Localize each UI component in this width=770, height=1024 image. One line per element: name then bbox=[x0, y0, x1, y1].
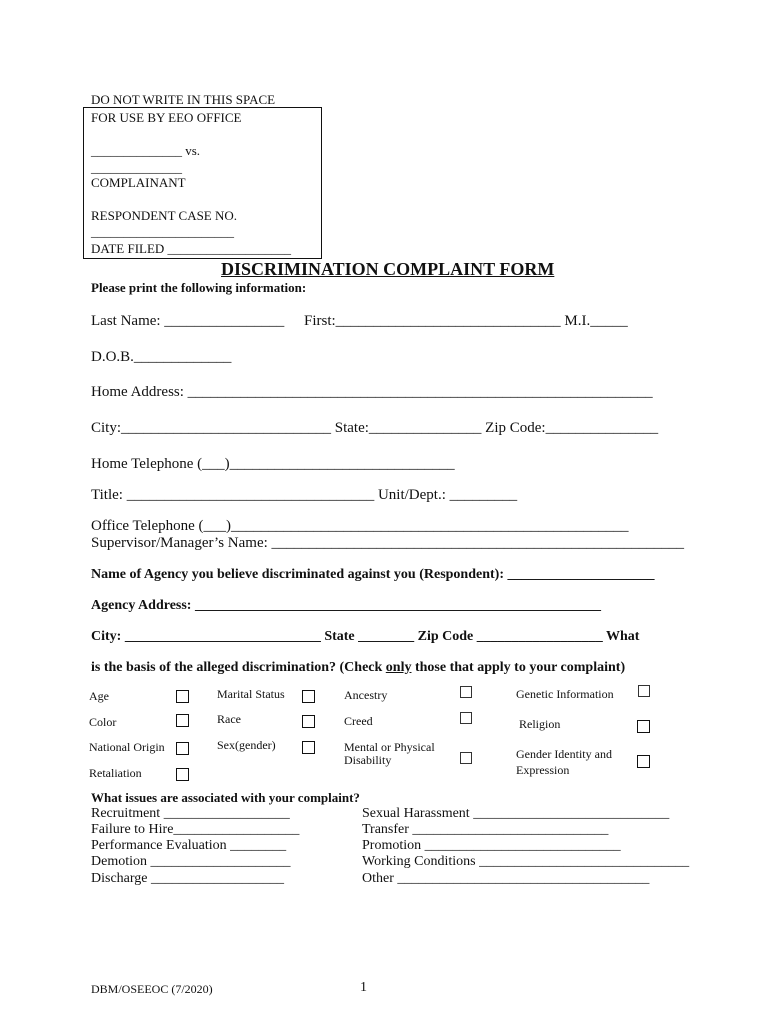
date-filed-label: DATE FILED ___________________ bbox=[91, 241, 292, 256]
basis-checkbox-retaliation[interactable] bbox=[176, 768, 189, 781]
issue-sexual-harassment[interactable]: Sexual Harassment ____________________________ bbox=[362, 806, 670, 821]
issue-other[interactable]: Other ____________________________________ bbox=[362, 871, 650, 886]
issues-heading: What issues are associated with your complaint? bbox=[91, 790, 360, 805]
basis-label-marital-status: Marital Status bbox=[217, 687, 285, 701]
respondent-case-label: RESPONDENT CASE NO. bbox=[91, 208, 238, 223]
office-telephone-field[interactable]: Office Telephone (___)_____________________________________________________ bbox=[91, 518, 629, 534]
basis-checkbox-race[interactable] bbox=[302, 715, 315, 728]
basis-label-retaliation: Retaliation bbox=[89, 766, 142, 780]
instructions: Please print the following information: bbox=[91, 280, 307, 295]
title-unit-field[interactable]: Title: _________________________________ Unit/Dept.: _________ bbox=[91, 487, 518, 503]
basis-label-age: Age bbox=[89, 689, 109, 703]
basis-label-race: Race bbox=[217, 712, 241, 726]
agency-address-field[interactable]: Agency Address: __________________________________________________________ bbox=[91, 598, 601, 613]
agency-city-state-zip-field[interactable]: City: ____________________________ State ________ Zip Code __________________ What bbox=[91, 629, 640, 644]
city-state-zip-field[interactable]: City:____________________________ State:_______________ Zip Code:_______________ bbox=[91, 420, 659, 436]
first-name-mi-field[interactable]: First:______________________________ M.I._____ bbox=[304, 313, 628, 329]
basis-checkbox-sex-gender[interactable] bbox=[302, 741, 315, 754]
issue-recruitment[interactable]: Recruitment __________________ bbox=[91, 806, 290, 821]
complainant-label: COMPLAINANT bbox=[91, 175, 186, 190]
complainant-blank-line: ______________ bbox=[91, 160, 182, 175]
basis-checkbox-national-origin[interactable] bbox=[176, 742, 189, 755]
issue-performance-evaluation[interactable]: Performance Evaluation ________ bbox=[91, 838, 287, 853]
home-telephone-field[interactable]: Home Telephone (___)______________________________ bbox=[91, 456, 455, 472]
basis-prefix: is the basis of the alleged discrimination? (Check bbox=[91, 660, 386, 675]
form-identifier: DBM/OSEEOC (7/2020) bbox=[91, 982, 213, 996]
basis-label-religion: Religion bbox=[519, 717, 561, 731]
do-not-write-label: DO NOT WRITE IN THIS SPACE bbox=[91, 92, 276, 107]
last-name-field[interactable]: Last Name: ________________ bbox=[91, 313, 285, 329]
basis-checkbox-gender-identity[interactable] bbox=[637, 755, 650, 768]
dob-field[interactable]: D.O.B._____________ bbox=[91, 349, 232, 365]
issue-discharge[interactable]: Discharge ___________________ bbox=[91, 871, 284, 886]
basis-only: only bbox=[385, 660, 412, 675]
supervisor-name-field[interactable]: Supervisor/Manager’s Name: _______________________________________________________ bbox=[91, 535, 685, 551]
basis-checkbox-marital-status[interactable] bbox=[302, 690, 315, 703]
agency-name-field[interactable]: Name of Agency you believe discriminated against you (Respondent): _____________________ bbox=[91, 567, 655, 582]
page-number: 1 bbox=[360, 980, 367, 995]
basis-label-sex-gender: Sex(gender) bbox=[217, 738, 276, 752]
issue-transfer[interactable]: Transfer ____________________________ bbox=[362, 822, 609, 837]
home-address-field[interactable]: Home Address: ______________________________________________________________ bbox=[91, 384, 653, 400]
basis-checkbox-color[interactable] bbox=[176, 714, 189, 727]
basis-label-mental-physical-2: Disability bbox=[344, 753, 392, 767]
basis-question bbox=[91, 660, 625, 676]
basis-label-creed: Creed bbox=[344, 714, 373, 728]
issue-working-conditions[interactable]: Working Conditions ______________________________ bbox=[362, 854, 690, 869]
form-title: DISCRIMINATION COMPLAINT FORM bbox=[221, 259, 555, 279]
basis-checkbox-mental-physical[interactable] bbox=[460, 752, 472, 764]
case-number-line: ______________________ bbox=[91, 224, 234, 239]
basis-suffix: those that apply to your complaint) bbox=[411, 660, 626, 675]
basis-label-color: Color bbox=[89, 715, 117, 729]
issue-failure-to-hire[interactable]: Failure to Hire__________________ bbox=[91, 822, 300, 837]
vs-line: ______________ vs. bbox=[91, 143, 201, 158]
for-use-label: FOR USE BY EEO OFFICE bbox=[91, 110, 242, 125]
basis-label-mental-physical-1: Mental or Physical bbox=[344, 740, 435, 754]
basis-label-gender-identity-1: Gender Identity and bbox=[516, 747, 612, 761]
basis-checkbox-age[interactable] bbox=[176, 690, 189, 703]
issue-promotion[interactable]: Promotion ____________________________ bbox=[362, 838, 621, 853]
basis-label-national-origin: National Origin bbox=[89, 740, 165, 754]
basis-checkbox-religion[interactable] bbox=[637, 720, 650, 733]
basis-checkbox-genetic-information[interactable] bbox=[638, 685, 650, 697]
basis-label-gender-identity-2: Expression bbox=[516, 763, 570, 777]
basis-label-genetic-information: Genetic Information bbox=[516, 687, 614, 701]
basis-checkbox-ancestry[interactable] bbox=[460, 686, 472, 698]
basis-label-ancestry: Ancestry bbox=[344, 688, 388, 702]
issue-demotion[interactable]: Demotion ____________________ bbox=[91, 854, 291, 869]
basis-checkbox-creed[interactable] bbox=[460, 712, 472, 724]
